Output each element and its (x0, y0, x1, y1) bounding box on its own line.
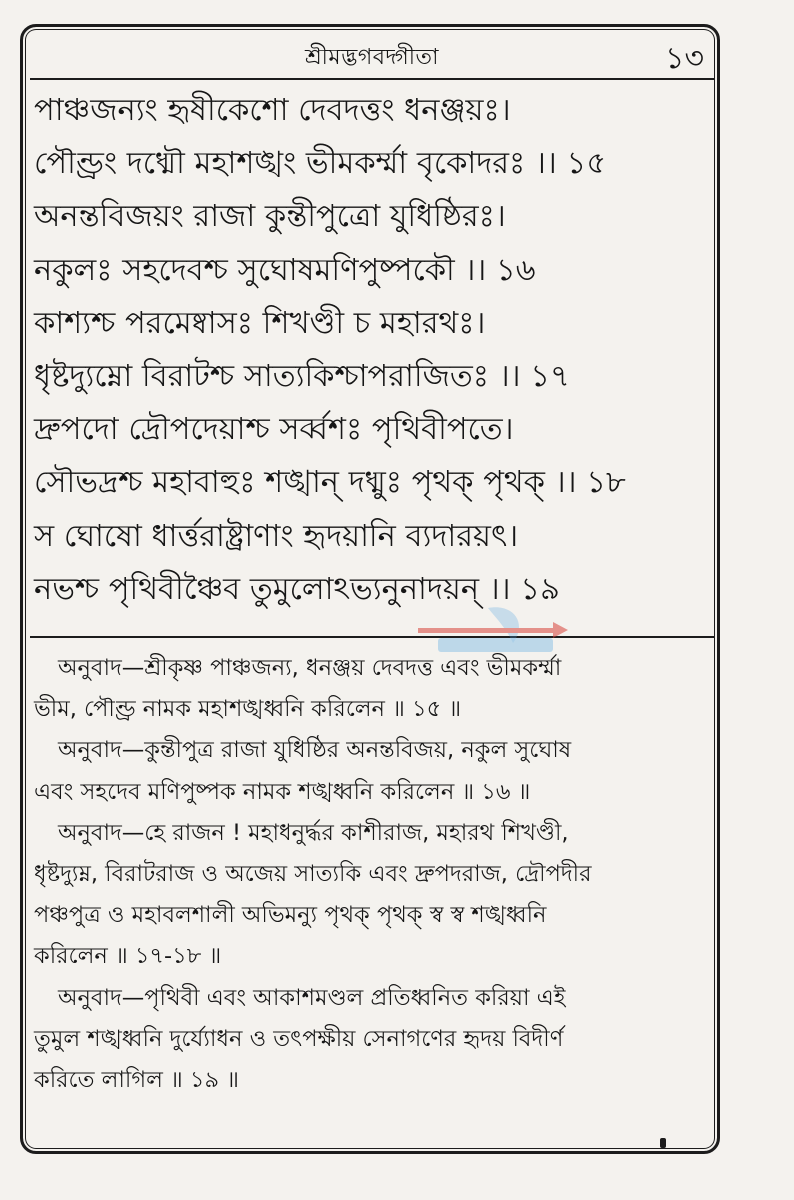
verse-line: সৌভদ্রশ্চ মহাবাহুঃ শঙ্খান্ দধ্মুঃ পৃথক্ পৃথক্ ।। ১৮ (34, 465, 626, 501)
verse-line: নভশ্চ পৃথিবীঞ্চৈব তুমুলোঽভ্যনুনাদয়ন্ ।। ১৯ (34, 571, 560, 607)
translation-line: অনুবাদ—হে রাজন ! মহাধনুর্দ্ধর কাশীরাজ, মহারথ শিখণ্ডী, (58, 819, 569, 846)
translation-line: ভীম, পৌণ্ড্র নামক মহাশঙ্খধ্বনি করিলেন ॥ ১৫ ॥ (34, 696, 462, 723)
translation-line: করিলেন ॥ ১৭-১৮ ॥ (34, 943, 222, 970)
page-header (30, 32, 714, 80)
translation-section (30, 648, 698, 1101)
sanskrit-verses (30, 84, 714, 616)
translation-line: ধৃষ্টদ্যুম্ন, বিরাটরাজ ও অজেয় সাত্যকি এবং দ্রুপদরাজ, দ্রৌপদীর (34, 860, 592, 887)
verse-line: কাশ্যশ্চ পরমেষ্বাসঃ শিখণ্ডী চ মহারথঃ। (34, 305, 486, 341)
translation-line: তুমুল শঙ্খধ্বনি দুর্য্যোধন ও তৎপক্ষীয় সেনাগণের হৃদয় বিদীর্ণ (34, 1025, 564, 1052)
translation-line: এবং সহদেব মণিপুষ্পক নামক শঙ্খধ্বনি করিলেন ॥ ১৬ ॥ (34, 778, 531, 805)
running-title: শ্রীমদ্ভগবদ্গীতা (305, 45, 439, 70)
verse-line: অনন্তবিজয়ং রাজা কুন্তীপুত্রো যুধিষ্ঠিরঃ। (34, 199, 506, 235)
verse-line: স ঘোষো ধার্ত্তরাষ্ট্রাণাং হৃদয়ানি ব্যদারয়ৎ। (34, 518, 519, 554)
verse-line: দ্রুপদো দ্রৌপদেয়াশ্চ সর্ব্বশঃ পৃথিবীপতে। (34, 412, 514, 448)
verse-line: নকুলঃ সহদেবশ্চ সুঘোষমণিপুষ্পকৌ ।। ১৬ (34, 252, 536, 288)
page-mark (660, 1138, 666, 1148)
translation-line: করিতে লাগিল ॥ ১৯ ॥ (34, 1066, 239, 1093)
translation-line: অনুবাদ—শ্রীকৃষ্ণ পাঞ্চজন্য, ধনঞ্জয় দেবদত্ত এবং ভীমকর্ম্মা (58, 655, 562, 681)
translation-line: পঞ্চপুত্র ও মহাবলশালী অভিমন্যু পৃথক্ পৃথক্ স্ব স্ব শঙ্খধ্বনি (34, 902, 547, 929)
verse-line: পৌণ্ড্রং দধ্মৌ মহাশঙ্খং ভীমকর্ম্মা বৃকোদরঃ ।। ১৫ (34, 146, 607, 182)
verse-line: ধৃষ্টদ্যুম্নো বিরাটশ্চ সাত্যকিশ্চাপরাজিতঃ ।। ১৭ (34, 358, 570, 394)
section-divider (30, 636, 714, 638)
page-number: ১৩ (665, 41, 704, 76)
verse-line: পাঞ্চজন্যং হৃষীকেশো দেবদত্তং ধনঞ্জয়ঃ। (34, 93, 511, 128)
translation-line: অনুবাদ—কুন্তীপুত্র রাজা যুধিষ্ঠির অনন্তবিজয়, নকুল সুঘোষ (58, 737, 572, 764)
translation-line: অনুবাদ—পৃথিবী এবং আকাশমণ্ডল প্রতিধ্বনিত করিয়া এই (58, 984, 566, 1011)
